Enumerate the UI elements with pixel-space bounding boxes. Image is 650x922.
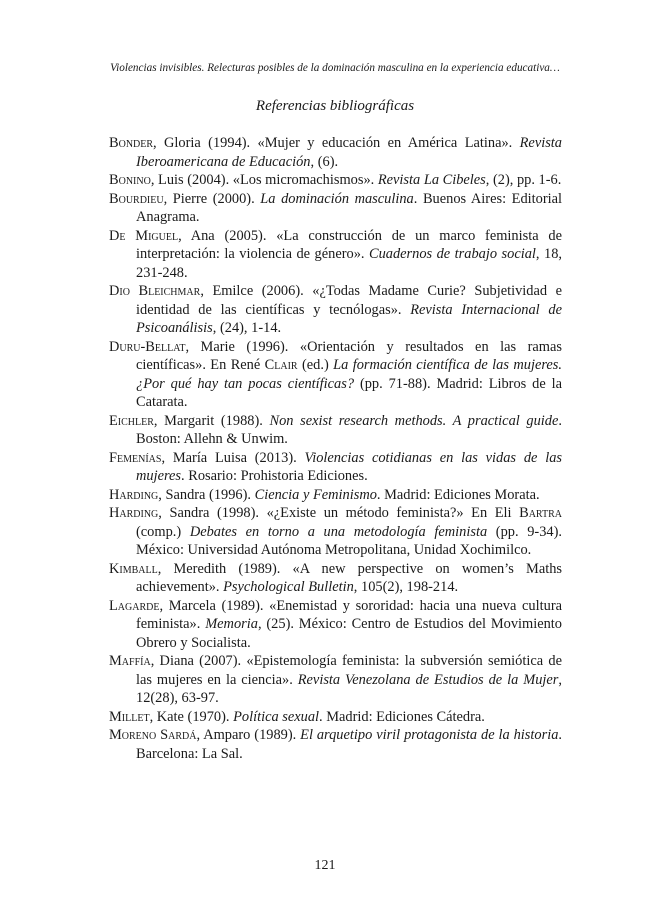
reference-text: . Rosario: Prohistoria Ediciones. [181, 468, 368, 484]
reference-text: , 105(2), 198-214. [353, 579, 459, 595]
work-title: Non sexist research methods. A practical guide [269, 412, 559, 429]
reference-text: , (2), pp. 1-6. [485, 172, 562, 188]
reference-text: , Sandra (1996). [158, 486, 255, 503]
work-title: La formación científica de las mujeres. ¿Por qué hay tan pocas científicas? [136, 357, 562, 392]
reference-entry [109, 412, 562, 449]
reference-entry [109, 227, 562, 283]
author-name: Harding [109, 486, 159, 503]
reference-entry [109, 190, 562, 227]
reference-entry [109, 134, 562, 171]
reference-text: , Marie (1996). «Orientación y resultados en las ramas científicas». En René [136, 338, 562, 373]
reference-text: . Boston: Allehn & Unwim. [136, 412, 562, 447]
author-name: Bartra [519, 505, 562, 521]
reference-text: , Kate (1970). [149, 708, 234, 725]
work-title: Revista Venezolana de Estudios de la Mujer [297, 671, 559, 688]
page-number: 121 [314, 858, 336, 873]
reference-text: . Madrid: Ediciones Morata. [376, 486, 540, 503]
reference-text: , Diana (2007). «Epistemología feminista: la subversión semiótica de las mujeres en la ciencia». [136, 653, 562, 688]
work-title: Memoria [205, 616, 258, 632]
reference-text: , 12(28), 63-97. [136, 671, 563, 706]
reference-text: , Pierre (2000). [163, 190, 261, 207]
author-name: Dio Bleichmar [109, 283, 201, 299]
reference-text: , Amparo (1989). [196, 727, 301, 743]
reference-text: , Marcela (1989). «Enemistad y sororidad: hacia una nueva cultura feminista». [136, 597, 562, 632]
author-name: Bonder [109, 135, 154, 151]
work-title: Psychological Bulletin [223, 579, 354, 595]
reference-entry [109, 504, 562, 560]
author-name: Duru-Bellat [109, 338, 186, 355]
reference-text: . Barcelona: La Sal. [136, 727, 562, 762]
reference-text: . Buenos Aires: Editorial Anagrama. [136, 190, 563, 225]
author-name: Lagarde [109, 597, 160, 614]
running-head: Violencias invisibles. Relecturas posibles de la dominación masculina en la experiencia educativa… [110, 62, 560, 74]
reference-text: (pp. 71-88). Madrid: Libros de la Catarata. [136, 375, 562, 410]
work-title: Cuadernos de trabajo social [368, 246, 536, 262]
reference-entry [109, 282, 562, 338]
reference-entry [109, 652, 562, 708]
reference-list [109, 134, 562, 763]
reference-text: , María Luisa (2013). [161, 449, 305, 466]
author-name: Maffía [109, 653, 151, 669]
author-name: Millet [109, 708, 150, 725]
reference-text: , Gloria (1994). «Mujer y educación en América Latina». [153, 135, 520, 151]
work-title: La dominación masculina [260, 190, 414, 207]
work-title: Violencias cotidianas en las vidas de las mujeres [136, 449, 562, 484]
reference-entry [109, 171, 562, 190]
reference-text: , 18, 231-248. [136, 246, 562, 281]
author-name: Kimball [109, 560, 158, 577]
reference-entry [109, 449, 562, 486]
work-title: Revista Internacional de Psicoanálisis [136, 301, 562, 336]
reference-text: , Margarit (1988). [153, 412, 270, 429]
reference-text: (pp. 9-34). México: Universidad Autónoma Metropolitana, Unidad Xochimilco. [136, 523, 562, 558]
work-title: Debates en torno a una metodología feminista [189, 523, 488, 540]
work-title: El arquetipo viril protagonista de la historia [300, 727, 559, 743]
work-title: Revista La Cibeles [377, 172, 486, 188]
author-name: Bourdieu [109, 190, 164, 207]
reference-text: , (24), 1-14. [212, 320, 282, 336]
author-name: Clair [264, 357, 298, 373]
author-name: Femenías [109, 449, 162, 466]
reference-text: , Luis (2004). «Los micromachismos». [150, 172, 378, 188]
reference-text: . Madrid: Ediciones Cátedra. [319, 708, 485, 725]
work-title: Política sexual [233, 708, 320, 725]
reference-text: , Emilce (2006). «¿Todas Madame Curie? Subjetividad e identidad de las científicas y tecnólogas». [136, 283, 562, 318]
reference-text: , (25). México: Centro de Estudios del Movimiento Obrero y Socialista. [136, 616, 562, 651]
author-name: De Miguel [109, 227, 179, 244]
reference-text: , Sandra (1998). «¿Existe un método feminista?» En Eli [158, 505, 520, 521]
work-title: Ciencia y Feminismo [254, 486, 377, 503]
reference-entry [109, 726, 562, 763]
reference-entry [109, 338, 562, 412]
author-name: Moreno Sardá [109, 727, 197, 743]
section-title: Referencias bibliográficas [255, 98, 415, 114]
reference-entry [109, 708, 562, 727]
author-name: Bonino [109, 172, 151, 188]
reference-entry [109, 597, 562, 653]
reference-text: , Meredith (1989). «A new perspective on women’s Maths achievement». [136, 560, 562, 595]
reference-text: (ed.) [297, 357, 334, 373]
reference-text: (comp.) [136, 523, 190, 540]
reference-entry [109, 560, 562, 597]
author-name: Harding [109, 505, 159, 521]
author-name: Eichler [109, 412, 154, 429]
work-title: Revista Iberoamericana de Educación [136, 135, 562, 170]
reference-entry [109, 486, 562, 505]
reference-text: , (6). [310, 153, 339, 170]
reference-text: , Ana (2005). «La construcción de un marco feminista de interpretación: la violencia de género». [136, 227, 562, 262]
